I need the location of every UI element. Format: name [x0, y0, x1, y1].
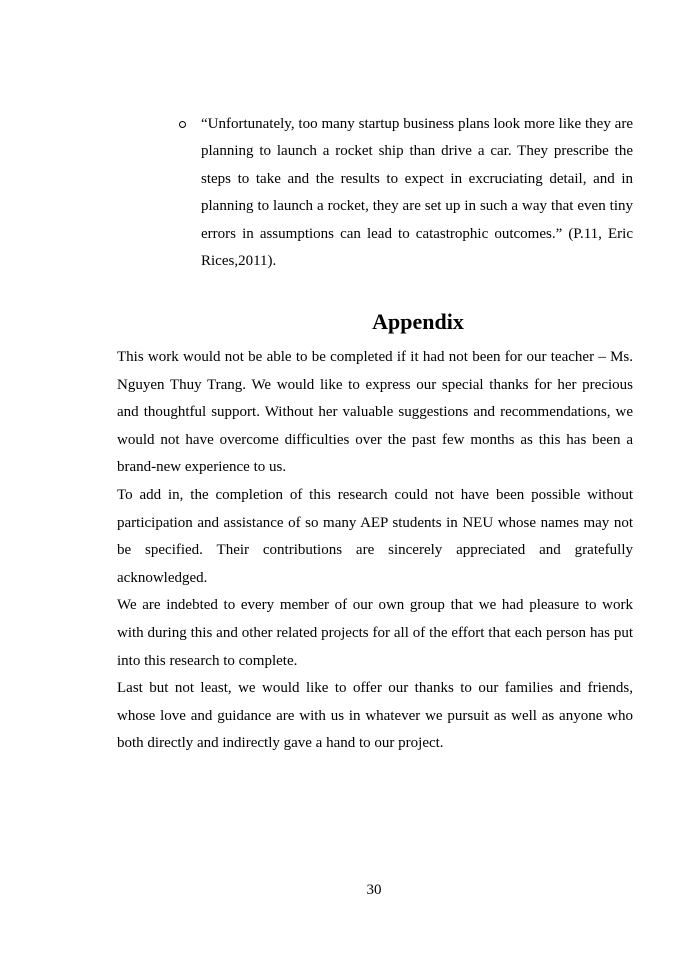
page-heading: Appendix	[372, 309, 464, 334]
paragraph-4: Last but not least, we would like to offer our thanks to our families and friends, whose love and guidance are with us in whatever we pursuit as well as anyone who both directly and indirectly gave a hand to our project.	[117, 680, 633, 752]
paragraph-1: This work would not be able to be completed if it had not been for our teacher – Ms. Nguyen Thuy Trang. We would like to express our special thanks for her precious and thoughtful support. Without her valuable suggestions and recommendations, we would not have overcome difficulties over the past few months as this has been a brand-new experience to us.	[117, 349, 633, 476]
quote-text: “Unfortunately, too many startup business plans look more like they are planning to launch a rocket ship than drive a car. They prescribe the steps to take and the results to expect in excruciating detail, and in planning to launch a rocket, they are set up in such a way that even tiny errors in assumptions can lead to catastrophic outcomes.” (P.11, Eric Rices,2011).	[201, 116, 633, 270]
page-number: 30	[366, 882, 382, 898]
appendix-body	[117, 344, 633, 758]
paragraph-2: To add in, the completion of this research could not have been possible without participation and assistance of so many AEP students in NEU whose names may not be specified. Their contributions are sincerely appreciated and gratefully acknowledged.	[117, 486, 633, 586]
hollow-circle-bullet-icon	[178, 111, 190, 123]
paragraph-3: We are indebted to every member of our own group that we had pleasure to work with during this and other related projects for all of the effort that each person has put into this research to complete.	[117, 597, 633, 669]
